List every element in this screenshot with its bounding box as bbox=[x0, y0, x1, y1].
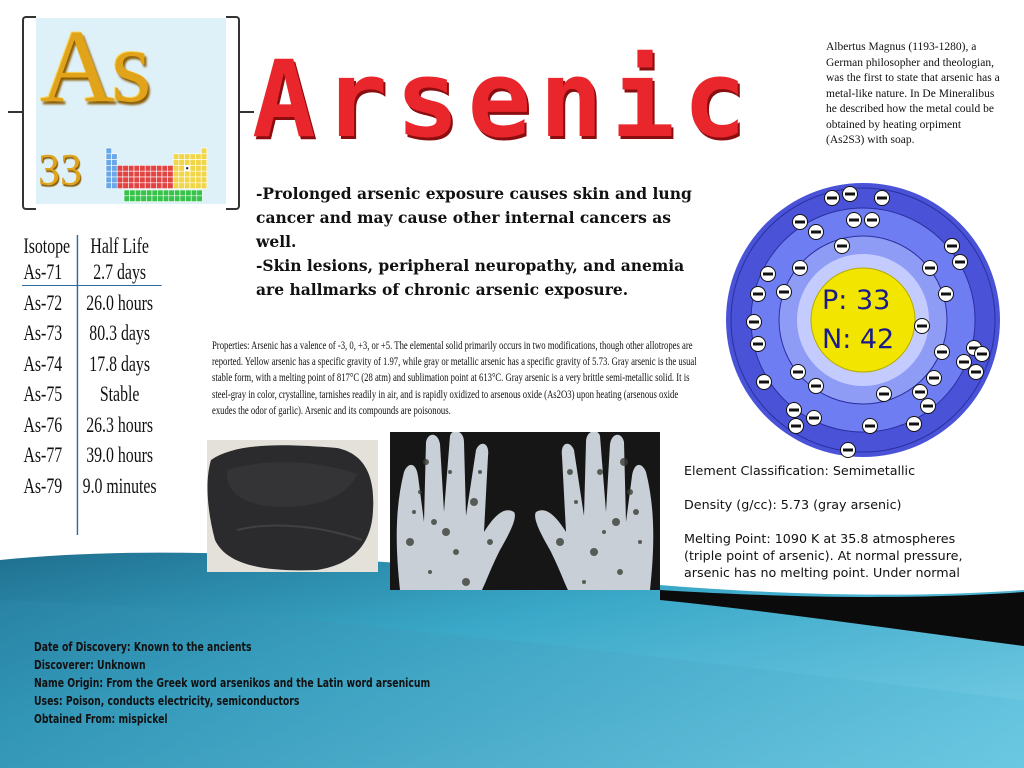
classification-line bbox=[684, 462, 994, 479]
electron bbox=[789, 419, 804, 434]
melting-label: Melting Point bbox=[684, 531, 767, 546]
classification-label: Element Classification: bbox=[684, 463, 829, 478]
page-title: Arsenic bbox=[252, 38, 755, 161]
neutron-count: N: 42 bbox=[822, 324, 895, 355]
table-header-row bbox=[22, 235, 162, 257]
table-row bbox=[22, 379, 162, 410]
half-life-value: Stable bbox=[99, 381, 140, 407]
left-bracket bbox=[22, 16, 36, 210]
fact-value: Unknown bbox=[97, 658, 146, 672]
table-row bbox=[22, 440, 162, 471]
table-row bbox=[22, 349, 162, 380]
electron bbox=[835, 239, 850, 254]
electron bbox=[809, 379, 824, 394]
atomic-number: 33 bbox=[38, 145, 82, 194]
table-row bbox=[22, 410, 162, 441]
left-brace-tick bbox=[8, 111, 22, 113]
table-row bbox=[22, 257, 162, 288]
fact-value: Known to the ancients bbox=[133, 640, 252, 654]
electron bbox=[757, 375, 772, 390]
element-symbol-card bbox=[22, 9, 240, 208]
electron bbox=[975, 347, 990, 362]
element-info-panel bbox=[684, 462, 994, 582]
electron bbox=[865, 213, 880, 228]
electron bbox=[969, 365, 984, 380]
electron bbox=[793, 261, 808, 276]
fact-label: Obtained From: bbox=[34, 712, 116, 726]
fact-value: From the Greek word arsenikos and the Latin word arsenicum bbox=[106, 676, 431, 690]
electron bbox=[807, 411, 822, 426]
electron bbox=[777, 285, 792, 300]
isotope-name: As-76 bbox=[23, 411, 63, 437]
electron bbox=[793, 215, 808, 230]
fact-label: Date of Discovery: bbox=[34, 640, 131, 654]
electron bbox=[939, 287, 954, 302]
electron bbox=[841, 443, 856, 458]
half-life-value: 26.0 hours bbox=[86, 289, 154, 315]
electron bbox=[761, 267, 776, 282]
electron bbox=[907, 417, 922, 432]
bohr-model-diagram bbox=[724, 182, 1002, 458]
electron bbox=[913, 385, 928, 400]
electron bbox=[921, 399, 936, 414]
fact-label: Name Origin: bbox=[34, 676, 104, 690]
header-isotope: Isotope bbox=[23, 233, 71, 258]
nucleus bbox=[811, 268, 915, 372]
isotope-name: As-71 bbox=[23, 259, 63, 285]
health-effects bbox=[256, 182, 706, 302]
electron bbox=[935, 345, 950, 360]
electron bbox=[953, 255, 968, 270]
health-effect-lesions: -Skin lesions, peripheral neuropathy, and anemia are hallmarks of chronic arsenic exposure. bbox=[256, 256, 685, 299]
fact-name-origin bbox=[34, 674, 430, 692]
half-life-value: 80.3 days bbox=[89, 320, 150, 346]
electron bbox=[957, 355, 972, 370]
table-row bbox=[22, 471, 162, 502]
fact-uses bbox=[34, 692, 430, 710]
electron bbox=[809, 225, 824, 240]
right-bracket bbox=[226, 16, 240, 210]
electron bbox=[791, 365, 806, 380]
half-life-value: 17.8 days bbox=[89, 350, 150, 376]
isotope-name: As-72 bbox=[23, 289, 63, 315]
arsenic-sample-photo bbox=[207, 440, 378, 572]
fact-label: Discoverer: bbox=[34, 658, 94, 672]
isotope-name: As-74 bbox=[23, 350, 63, 376]
isotope-name: As-75 bbox=[23, 381, 63, 407]
fact-discovery bbox=[34, 638, 430, 656]
classification-value: Semimetallic bbox=[832, 463, 916, 478]
isotope-name: As-77 bbox=[23, 442, 63, 468]
fact-label: Uses: bbox=[34, 694, 63, 708]
half-life-value: 2.7 days bbox=[93, 259, 147, 285]
density-label: Density (g/cc): bbox=[684, 497, 777, 512]
electron bbox=[863, 419, 878, 434]
electron bbox=[847, 213, 862, 228]
element-facts bbox=[34, 638, 430, 728]
element-symbol: As bbox=[40, 9, 148, 124]
electron bbox=[927, 371, 942, 386]
half-life-value: 39.0 hours bbox=[86, 442, 154, 468]
fact-discoverer bbox=[34, 656, 430, 674]
fact-value: mispickel bbox=[118, 712, 168, 726]
isotope-name: As-73 bbox=[23, 320, 63, 346]
melting-line bbox=[684, 530, 994, 581]
electron bbox=[915, 319, 930, 334]
electron bbox=[877, 387, 892, 402]
isotope-table bbox=[22, 206, 157, 501]
header-half-life: Half Life bbox=[90, 233, 149, 258]
history-note: Albertus Magnus (1193-1280), a German philosopher and theologian, was the first to state that arsenic has a metal-like nature. In De Mineralibus he described how the metal could be obtained by heating orpiment (As2S3) with soap. bbox=[826, 41, 1000, 146]
table-row bbox=[22, 318, 162, 349]
electron bbox=[747, 315, 762, 330]
fact-obtained-from bbox=[34, 710, 430, 728]
electron bbox=[875, 191, 890, 206]
isotope-name: As-79 bbox=[23, 472, 63, 498]
table-divider-horizontal bbox=[22, 285, 162, 286]
electron bbox=[787, 403, 802, 418]
density-line bbox=[684, 496, 994, 513]
melting-value: : 1090 K at 35.8 atmospheres (triple point of arsenic). At normal pressure, arsenic has no melting point. Under normal bbox=[684, 531, 963, 580]
health-effect-cancer: -Prolonged arsenic exposure causes skin and lung cancer and may cause other internal cancers as well. bbox=[256, 184, 692, 251]
properties-text: Properties: Arsenic has a valence of -3, 0, +3, or +5. The elemental solid primarily occurs in two modifications, though other allotropes are reported. Yellow arsenic has a specific gravity of 1.97, while gray or metallic arsenic has a specific gravity of 5.73. Gray arsenic is the usual stable form, with a melting point of 817°C (28 atm) and sublimation point at 613°C. Gray arsenic is a very brittle semi-metallic solid. It is steel-gray in color, crystalline, tarnishes readily in air, and is rapidly oxidized to arsenous oxide (As2O3) upon heating (arsenous oxide exudes the odor of garlic). Arsenic and its compounds are poisonous. bbox=[212, 339, 697, 417]
electron bbox=[751, 337, 766, 352]
electron bbox=[825, 191, 840, 206]
half-life-value: 26.3 hours bbox=[86, 411, 154, 437]
table-divider-vertical bbox=[77, 235, 78, 535]
periodic-table-icon bbox=[104, 146, 214, 204]
fact-value: Poison, conducts electricity, semiconductors bbox=[65, 694, 300, 708]
table-row bbox=[22, 288, 162, 319]
density-value: 5.73 (gray arsenic) bbox=[780, 497, 902, 512]
electron bbox=[843, 187, 858, 202]
electron bbox=[751, 287, 766, 302]
electron bbox=[923, 261, 938, 276]
arsenic-skin-lesions-photo bbox=[390, 432, 660, 590]
proton-count: P: 33 bbox=[822, 285, 891, 316]
half-life-value: 9.0 minutes bbox=[82, 472, 157, 498]
electron bbox=[945, 239, 960, 254]
